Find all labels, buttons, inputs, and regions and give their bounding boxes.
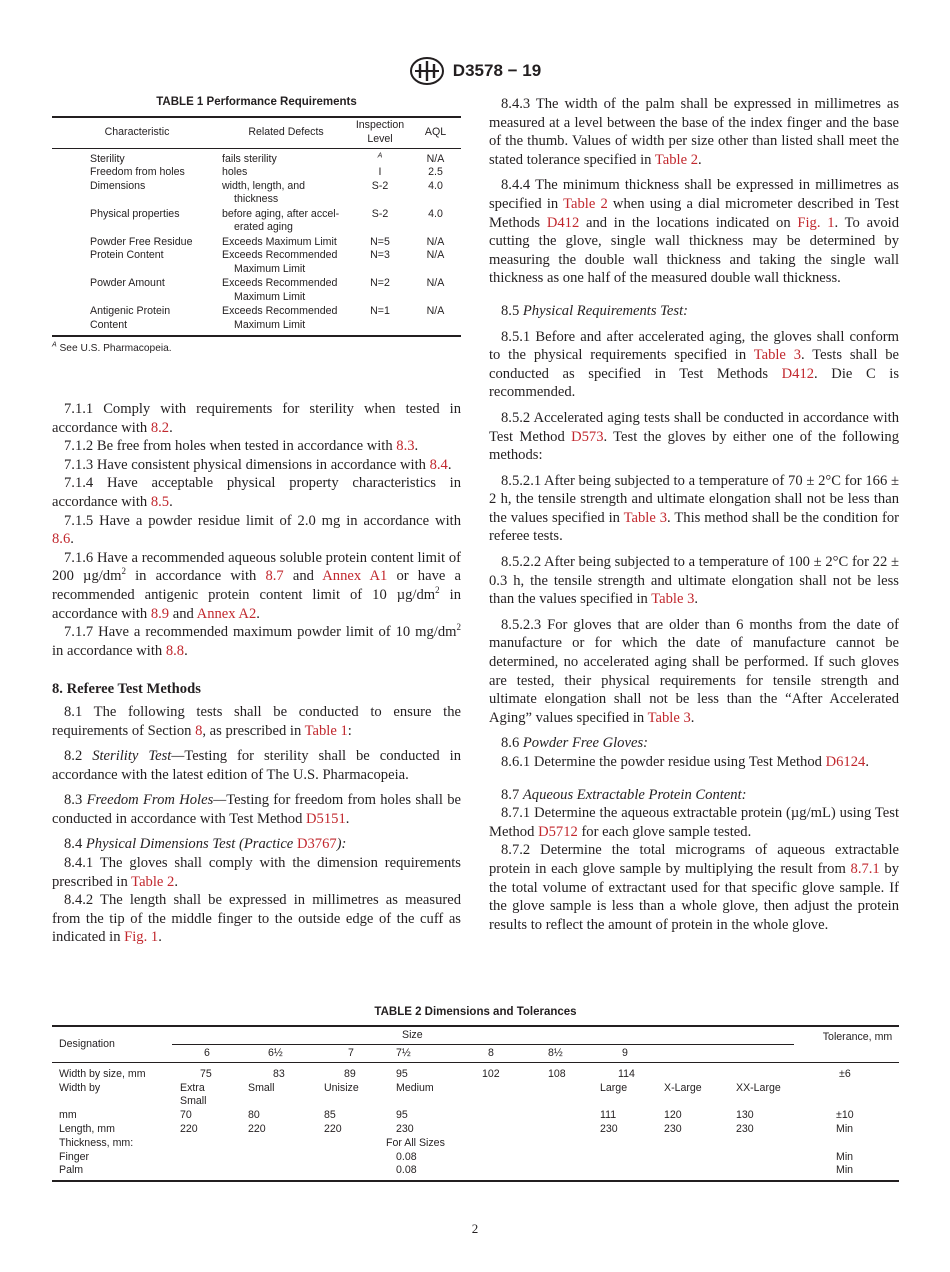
section-8-heading: 8. Referee Test Methods [52, 681, 201, 698]
ref-fig-1[interactable]: Fig. 1 [797, 214, 835, 231]
para-7-1-7: 7.1.7 Have a recommended maximum powder limit of 10 $mg/dm^2$ in accordance with 8.8. [52, 622, 461, 659]
ref-8-9[interactable]: 8.9 [150, 605, 170, 622]
para-8-7: 8.7 Aqueous Extractable Protein Content: [501, 786, 747, 803]
ref-annex-a1[interactable]: Annex A1 [322, 568, 388, 585]
table-2-header [52, 1025, 899, 1063]
para-8-5-2-1: 8.5.2.1 After being subjected to a temperature of 70 ± 2°C for 166 ± 2 h, the tensile strength and ultimate elongation shall not be less than the values specified in Table 3. This method shall be the condition for referee tests. [489, 472, 899, 545]
ref-d6124[interactable]: D6124 [825, 754, 866, 770]
table-row: Sterility fails sterility $^A$ N/A [90, 151, 445, 165]
para-8-4-3: 8.4.3 The width of the palm shall be expressed in millimetres as measured at a level between the base of the index finger and the base of the thumb. Values of width per size other than listed shall meet the stated tolerance specified in Table 2. [489, 96, 899, 168]
col-size: Size [402, 1028, 423, 1041]
ref-table-2[interactable]: Table 2 [654, 151, 699, 168]
ref-d573[interactable]: D573 [571, 428, 604, 445]
table-row: Dimensions width, length, and thickness S-2 4.0 [90, 179, 443, 205]
table-row: mm 70 80 85 95 111 120 130 ±10 [59, 1109, 854, 1122]
page-header [0, 56, 950, 86]
table-2 [52, 1006, 899, 1182]
col-tolerance: Tolerance, mm [822, 1030, 893, 1043]
para-8-4-2: 8.4.2 The length shall be expressed in millimetres as measured from the tip of the middle finger to the outside edge of the cuff as indicated in Fig. 1. [52, 892, 461, 946]
para-7-1-6: 7.1.6 Have a recommended aqueous soluble protein content limit of 200 $\mu g/dm^2$ in accordance with 8.7 and Annex A1 or have a recommended antigenic protein content limit of 10 $\mu g/dm^2$ in accordance with 8.9 and Annex A2. [52, 549, 461, 622]
table-2-title: TABLE 2 Dimensions and Tolerances [374, 1006, 577, 1018]
ref-d412[interactable]: D412 [781, 365, 815, 382]
para-8-3: 8.3 Freedom From Holes—Testing for freedom from holes shall be conducted in accordance with Test Method D5151. [52, 792, 461, 827]
ref-8-7[interactable]: 8.7 [265, 568, 284, 585]
para-8-4-1: 8.4.1 The gloves shall comply with the dimension requirements prescribed in Table 2. [52, 855, 461, 890]
table-1-header [52, 118, 461, 148]
table-row: Palm 0.08 Min [59, 1164, 854, 1177]
ref-d5712[interactable]: D5712 [538, 823, 578, 840]
left-column [52, 400, 461, 947]
para-8-7-2: 8.7.2 Determine the total micrograms of aqueous extractable protein in each glove sample by multiplying the result from 8.7.1 by the total volume of extractant used for that specific glove sample. If the glove sample is less than a whole glove, then adjust the protein results to reflect the amount of protein in the whole glove. [489, 842, 899, 933]
col-aql: AQL [424, 125, 447, 138]
col-designation: Designation [59, 1037, 115, 1050]
table-row: Powder Free Residue Exceeds Maximum Limit N=5 N/A [90, 235, 445, 248]
size-7-5: 7½ [396, 1046, 411, 1059]
para-8-5: 8.5 Physical Requirements Test: [501, 302, 688, 319]
col-defects: Related Defects [248, 125, 324, 138]
ref-table-2[interactable]: Table 2 [563, 195, 608, 212]
para-8-5-2-3: 8.5.2.3 For gloves that are older than 6 months from the date of manufacture or for which the date of manufacture cannot be determined, no accelerated aging shall be performed. If such gloves are tested, their physical requirements for tensile strength and ultimate elongation shall not be less than the “After Accelerated Aging” values specified in Table 3. [489, 616, 899, 726]
size-9: 9 [622, 1046, 628, 1059]
col-characteristic: Characteristic [104, 125, 170, 138]
table-row: Antigenic Protein Content Exceeds Recommended Maximum Limit N=1 N/A [90, 305, 445, 331]
ref-table-3[interactable]: Table 3 [647, 709, 691, 726]
table-row: Freedom from holes holes I 2.5 [90, 166, 443, 178]
para-8-1: 8.1 The following tests shall be conducted to ensure the requirements of Section 8, as prescribed in Table 1: [52, 703, 461, 739]
ref-fig-1[interactable]: Fig. 1 [124, 929, 159, 946]
size-8: 8 [488, 1046, 494, 1059]
table-row: Physical properties before aging, after accelerated aging S-2 4.0 [90, 207, 443, 233]
size-6-5: 6½ [268, 1046, 283, 1059]
ref-d3767[interactable]: D3767 [296, 836, 337, 853]
table-row: Width by size, mm 75 83 89 95 102 108 114 ±6 [59, 1067, 851, 1080]
table-row: Small [180, 1095, 207, 1108]
col-inspection-level: Inspection Level [355, 119, 405, 145]
ref-8-3[interactable]: 8.3 [396, 438, 415, 455]
ref-8-6[interactable]: 8.6 [52, 531, 71, 548]
para-8-4-4: 8.4.4 The minimum thickness shall be expressed in millimetres as specified in Table 2 when using a dial micrometer described in Test Methods D412 and in the locations indicated on Fig. 1. To avoid cutting the glove, single wall thickness may be determined by measuring the double wall thickness and taking the single wall thickness as one half of the measured double wall thickness. [489, 177, 900, 287]
para-7-1-4: 7.1.4 Have acceptable physical property characteristics in accordance with 8.5. [52, 475, 461, 510]
ref-d412[interactable]: D412 [546, 214, 580, 231]
table-row: Finger 0.08 Min [59, 1150, 854, 1163]
para-8-6-1: 8.6.1 Determine the powder residue using Test Method D6124. [501, 754, 869, 770]
document-id: D3578 − 19 [452, 61, 542, 80]
para-7-1-5: 7.1.5 Have a powder residue limit of 2.0 mg in accordance with 8.6. [52, 512, 461, 548]
size-8-5: 8½ [548, 1046, 563, 1059]
ref-table-3[interactable]: Table 3 [623, 509, 668, 526]
table-row: Protein Content Exceeds Recommended Maximum Limit N=3 N/A [90, 249, 445, 275]
table-1-footnote: $^A$ See U.S. Pharmacopeia. [52, 341, 172, 354]
para-8-5-1: 8.5.1 Before and after accelerated aging, the gloves shall conform to the physical requirements specified in Table 3. Tests shall be conducted as specified in Test Methods D412. Die C is recommended. [489, 328, 900, 401]
ref-8-8[interactable]: 8.8 [165, 642, 185, 659]
ref-8-5[interactable]: 8.5 [150, 493, 170, 510]
para-7-1-2: 7.1.2 Be free from holes when tested in accordance with 8.3. [64, 438, 419, 455]
ref-8-7-1[interactable]: 8.7.1 [850, 860, 880, 877]
para-8-6: 8.6 Powder Free Gloves: [501, 735, 648, 752]
para-7-1-3: 7.1.3 Have consistent physical dimensions in accordance with 8.4. [64, 456, 452, 473]
ref-d5151[interactable]: D5151 [306, 810, 346, 827]
size-6: 6 [204, 1046, 210, 1059]
table-1-title: TABLE 1 Performance Requirements [156, 96, 357, 108]
table-row: Powder Amount Exceeds Recommended Maximum Limit N=2 N/A [90, 277, 445, 303]
ref-table-3[interactable]: Table 3 [753, 347, 802, 364]
ref-section-8[interactable]: 8 [195, 722, 203, 739]
ref-table-2[interactable]: Table 2 [131, 873, 175, 890]
table-row: Length, mm 220 220 220 230 230 230 230 Min [59, 1122, 854, 1135]
para-8-5-2: 8.5.2 Accelerated aging tests shall be conducted in accordance with Test Method D573. Test the gloves by either one of the following methods: [489, 409, 899, 464]
ref-8-4[interactable]: 8.4 [429, 456, 448, 473]
right-column [489, 95, 899, 934]
para-7-1-1: 7.1.1 Comply with requirements for sterility when tested in accordance with 8.2. [52, 401, 461, 436]
table-1 [52, 96, 461, 356]
para-8-7-1: 8.7.1 Determine the aqueous extractable protein (µg/mL) using Test Method D5712 for each glove sample tested. [489, 805, 899, 840]
para-8-4: 8.4 Physical Dimensions Test (Practice D3767): [64, 836, 347, 853]
page-number: 2 [471, 1221, 479, 1236]
table-row: Width by Extra Small Unisize Medium Large X-Large XX-Large [59, 1081, 781, 1094]
ref-table-3[interactable]: Table 3 [651, 591, 695, 608]
para-8-5-2-2: 8.5.2.2 After being subjected to a temperature of 100 ± 2°C for 22 ± 0.3 h, the tensile strength and ultimate elongation shall not be less than the values specified in Table 3. [489, 554, 899, 608]
para-8-2: 8.2 Sterility Test—Testing for sterility shall be conducted in accordance with the latest edition of The U.S. Pharmacopeia. [52, 748, 461, 783]
table-row: Thickness, mm: For All Sizes [59, 1136, 445, 1149]
ref-annex-a2[interactable]: Annex A2 [196, 605, 257, 622]
astm-logo-icon [409, 56, 445, 86]
size-7: 7 [348, 1046, 354, 1059]
ref-8-2[interactable]: 8.2 [150, 419, 170, 436]
ref-table-1[interactable]: Table 1 [304, 722, 348, 739]
